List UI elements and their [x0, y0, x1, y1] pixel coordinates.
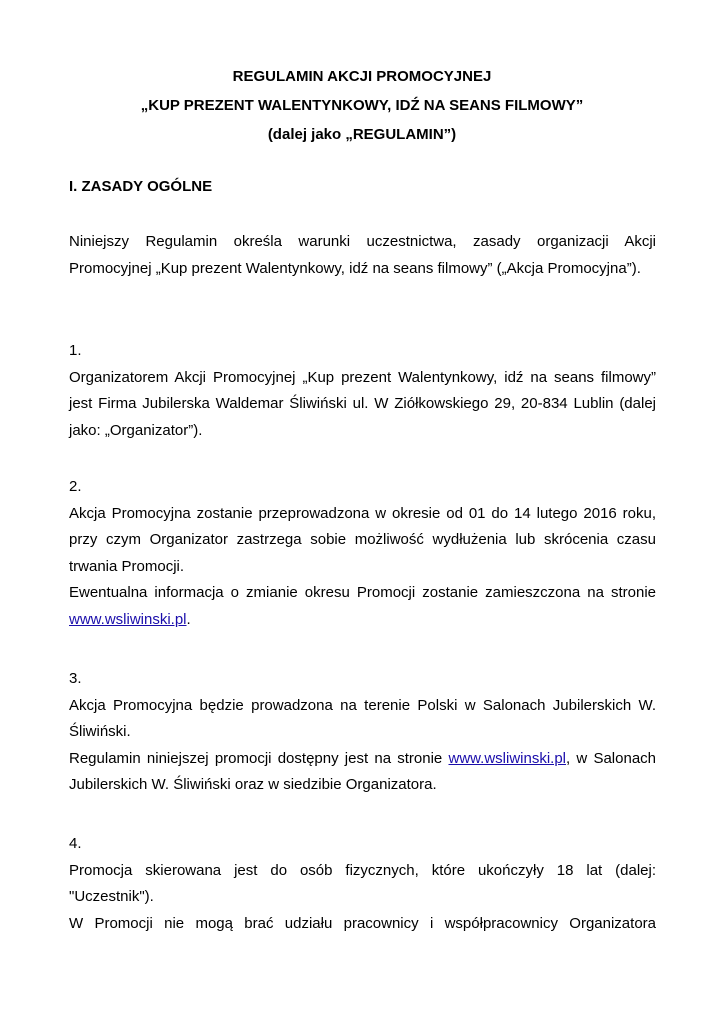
point-text-part: Regulamin niniejszej promocji dostępny jest na stronie	[69, 749, 449, 767]
point-text-secondary: W Promocji nie mogą brać udziału pracownicy i współpracownicy Organizatora	[69, 914, 656, 932]
title-line-2: „KUP PREZENT WALENTYNKOWY, IDŹ NA SEANS FILMOWY”	[140, 97, 584, 114]
point-text: Akcja Promocyjna zostanie przeprowadzona w okresie od 01 do 14 lutego 2016 roku, przy czym Organizator zastrzega sobie możliwość wydłużenia lub skrócenia czasu trwania Promocji.	[69, 504, 656, 575]
point-1	[69, 338, 656, 444]
point-text: Organizatorem Akcji Promocyjnej „Kup prezent Walentynkowy, idź na seans filmowy” jest Firma Jubilerska Waldemar Śliwiński ul. W Ziółkowskiego 29, 20-834 Lublin (dalej jako: „Organizator”).	[69, 368, 656, 439]
point-4	[69, 831, 656, 937]
document-title	[0, 62, 724, 149]
point-text-part: Ewentualna informacja o zmianie okresu Promocji zostanie zamieszczona na stronie	[69, 584, 656, 601]
point-text-part: , w Salonach Jubilerskich W. Śliwiński oraz w siedzibie Organizatora.	[69, 749, 657, 793]
point-number: 3.	[69, 670, 82, 687]
point-number: 4.	[69, 835, 82, 852]
intro-paragraph: Niniejszy Regulamin określa warunki uczestnictwa, zasady organizacji Akcji Promocyjnej „Kup prezent Walentynkowy, idź na seans filmowy” („Akcja Promocyjna”).	[69, 233, 656, 277]
point-text-secondary	[69, 580, 656, 633]
point-number: 2.	[69, 478, 82, 495]
section-heading: I. ZASADY OGÓLNE	[69, 178, 213, 195]
point-3	[69, 666, 656, 799]
point-text-part: .	[186, 610, 191, 628]
title-line-1: REGULAMIN AKCJI PROMOCYJNEJ	[232, 68, 492, 85]
point-2	[69, 474, 656, 633]
point-number: 1.	[69, 342, 82, 359]
title-line-3: (dalej jako „REGULAMIN”)	[267, 126, 457, 143]
point-text: Promocja skierowana jest do osób fizycznych, które ukończyły 18 lat (dalej: "Uczestnik").	[69, 861, 656, 905]
point-text: Akcja Promocyjna będzie prowadzona na terenie Polski w Salonach Jubilerskich W. Śliwiński.	[69, 696, 656, 740]
website-link[interactable]: www.wsliwinski.pl	[448, 749, 567, 767]
point-text-secondary	[69, 746, 656, 799]
website-link[interactable]: www.wsliwinski.pl	[69, 610, 187, 628]
